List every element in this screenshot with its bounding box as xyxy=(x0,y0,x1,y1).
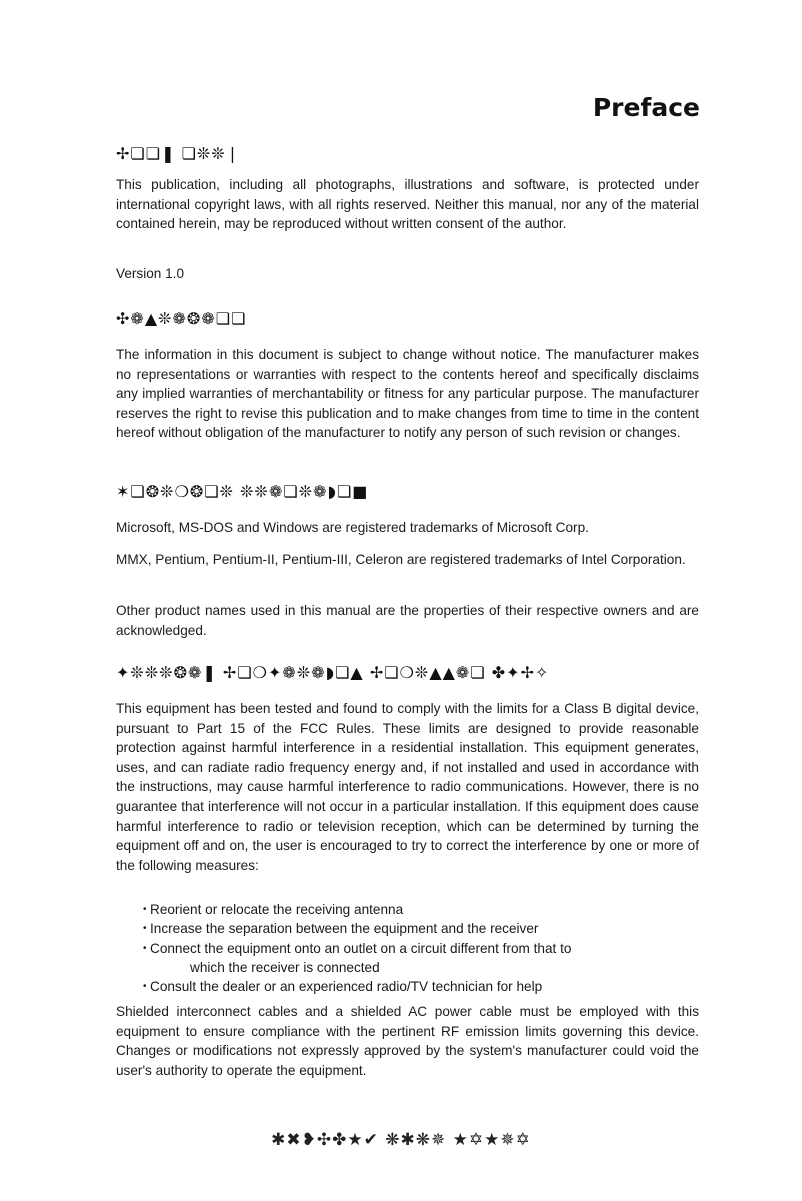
bullet-icon: • xyxy=(143,942,147,954)
trademark-paragraph-3: Other product names used in this manual are the properties of their respective owners and are acknowledged. xyxy=(116,603,699,638)
disclaimer-paragraph: The information in this document is subject to change without notice. The manufacturer makes no representations or warranties with respect to the contents hereof and specifically disclaims any implied warranties of merchantability or fitness for any particular purpose. The manufacturer reserves the right to revise this publication and to make changes from time to time in the content hereof without obligation of the manufacturer to notify any person of such revision or changes. xyxy=(116,347,699,441)
fcc-closing-paragraph: Shielded interconnect cables and a shielded AC power cable must be employed with this equipment to ensure compliance with the pertinent RF emission limits governing this device. Changes or modifications not expressly approved by the system's manufacturer could void the user's authority to operate the equipment. xyxy=(116,1004,699,1078)
copyright-heading: ✢❏❏❚ ❏❊❊❘ xyxy=(116,144,241,163)
page-title: Preface xyxy=(592,93,700,122)
fcc-paragraph: This equipment has been tested and found to comply with the limits for a Class B digital device, pursuant to Part 15 of the FCC Rules. These limits are designed to provide reasonable protection against harmful interference in a residential installation. This equipment generates, uses, and can radiate radio frequency energy and, if not installed and used in accordance with the instructions, may cause harmful interference to radio communications. However, there is no guarantee that interference will not occur in a particular installation. If this equipment does cause harmful interference to radio or television reception, which can be determined by turning the equipment off and on, the user is encouraged to try to correct the interference by one or more of the following measures: xyxy=(116,701,699,873)
list-item: • Reorient or relocate the receiving antenna xyxy=(144,900,704,919)
list-item-continuation: which the receiver is connected xyxy=(190,959,380,975)
trademark-paragraph-2: MMX, Pentium, Pentium-II, Pentium-III, Celeron are registered trademarks of Intel Corporation. xyxy=(116,552,686,567)
copyright-paragraph: This publication, including all photographs, illustrations and software, is protected under international copyright laws, with all rights reserved. Neither this manual, nor any of the material contained herein, may be reproduced without written consent of the author. xyxy=(116,177,699,232)
bullet-icon: • xyxy=(143,981,147,993)
version-text: Version 1.0 xyxy=(116,266,185,281)
fcc-measures-list xyxy=(144,900,704,996)
list-item: • Consult the dealer or an experienced radio/TV technician for help xyxy=(144,977,704,996)
trademark-heading: ✶❏❂❊❍❂❏❊ ❊❊❁❏❊❁◗❏■ xyxy=(116,482,369,501)
list-item: • Increase the separation between the equipment and the receiver xyxy=(144,919,704,938)
trademark-paragraph-1: Microsoft, MS-DOS and Windows are registered trademarks of Microsoft Corp. xyxy=(116,520,589,535)
disclaimer-heading: ✣❁▲❊❁❂❁❏❏ xyxy=(116,309,247,328)
page-footer: ✱✖❥✣✤★✔ ❋✱❋✵ ★✡★✵✡ xyxy=(271,1130,531,1150)
list-item: • Connect the equipment onto an outlet on a circuit different from that to which the receiver is connected xyxy=(144,939,704,978)
bullet-icon: • xyxy=(143,904,147,915)
bullet-icon: • xyxy=(143,923,147,935)
fcc-heading: ✦❊❊❊❂❁❚ ✢❏❍✦❁❊❁◗❏▲ ✢❏❍❊▲▲❁❏ ✤✦✢✧ xyxy=(116,663,550,682)
